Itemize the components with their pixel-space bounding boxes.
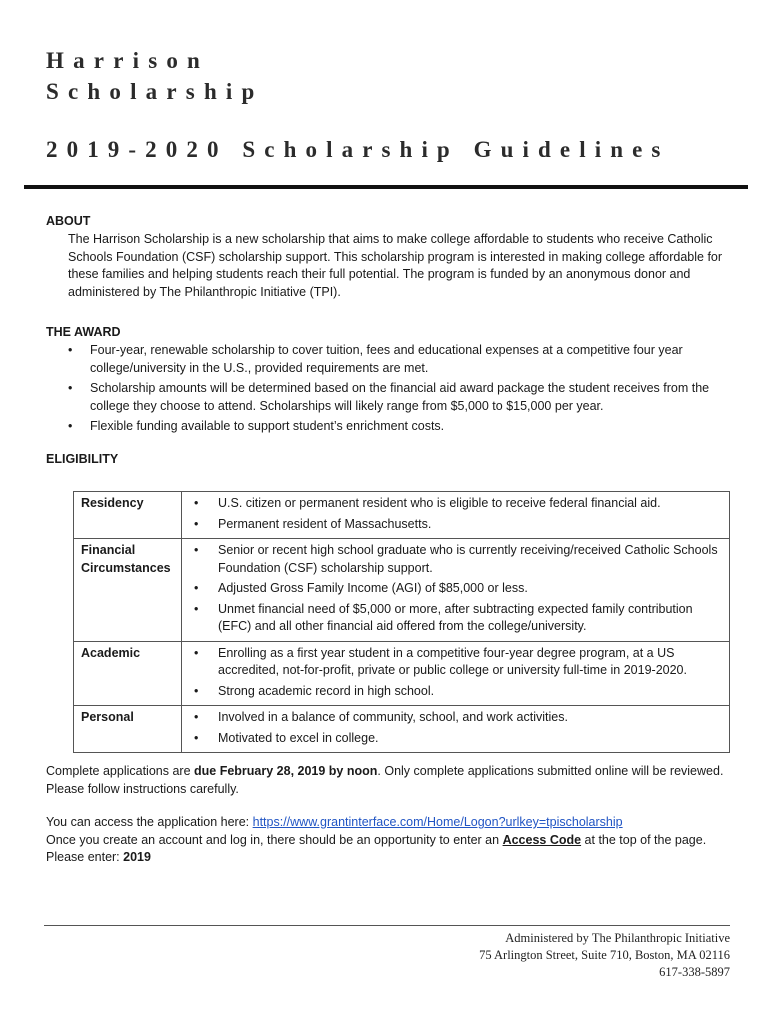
bullet-icon: •: [194, 645, 199, 660]
eligibility-table: [73, 491, 730, 753]
about-text: The Harrison Scholarship is a new scholarship that aims to make college affordable to students who receive Catholic Schools Foundation (CSF) scholarship support. This scholarship program is interested in making college affordable for these families and helping students reach their full potential. The program is funded by an anonymous donor and administered by The Philanthropic Initiative (TPI).: [68, 232, 723, 299]
criteria-text: Permanent resident of Massachusetts.: [218, 516, 432, 531]
category-cell: Academic: [74, 641, 182, 706]
award-list: [68, 342, 743, 439]
footer: [479, 930, 730, 981]
bullet-icon: •: [194, 710, 199, 724]
criteria-item: [186, 495, 725, 513]
award-item-text: Flexible funding available to support student’s enrichment costs.: [90, 419, 445, 433]
criteria-item: [186, 730, 725, 748]
guidelines-title: 2019-2020 Scholarship Guidelines: [46, 137, 670, 162]
award-item: [68, 342, 743, 377]
header-divider: [24, 185, 748, 189]
access-instructions: [46, 814, 736, 867]
bullet-icon: •: [194, 601, 199, 616]
criteria-cell: [182, 706, 730, 753]
category-cell: Personal: [74, 706, 182, 753]
criteria-cell: [182, 641, 730, 706]
bullet-icon: •: [68, 343, 73, 357]
bullet-icon: •: [194, 543, 199, 557]
access-line2-prefix: Once you create an account and log in, there should be an opportunity to enter an: [46, 832, 503, 847]
deadline-date: due February 28, 2019 by noon: [194, 764, 378, 778]
deadline-prefix: Complete applications are: [46, 764, 194, 778]
criteria-item: [186, 580, 725, 598]
bullet-icon: •: [194, 581, 199, 595]
criteria-item: [186, 516, 725, 534]
bullet-icon: •: [194, 683, 199, 698]
bullet-icon: •: [194, 516, 199, 531]
criteria-text: Strong academic record in high school.: [218, 683, 435, 698]
table-row: [74, 492, 730, 539]
criteria-item: [186, 645, 725, 680]
bullet-icon: •: [194, 496, 199, 510]
category-cell: Financial Circumstances: [74, 539, 182, 642]
table-row: [74, 641, 730, 706]
bullet-icon: •: [68, 381, 73, 395]
title-line-1: Harrison: [46, 48, 210, 73]
criteria-item: [186, 709, 725, 727]
criteria-item: [186, 683, 725, 701]
application-link[interactable]: https://www.grantinterface.com/Home/Logon?urlkey=tpischolarship: [252, 815, 623, 829]
footer-divider: [44, 925, 730, 926]
criteria-item: [186, 542, 725, 577]
criteria-text: U.S. citizen or permanent resident who is eligible to receive federal financial aid.: [218, 496, 661, 510]
deadline-text: [46, 763, 736, 798]
criteria-text: Involved in a balance of community, school, and work activities.: [218, 710, 568, 724]
criteria-text: Motivated to excel in college.: [218, 730, 379, 745]
bullet-icon: •: [68, 419, 73, 433]
access-code-label: Access Code: [502, 832, 582, 847]
criteria-cell: [182, 492, 730, 539]
criteria-text: Senior or recent high school graduate who is currently receiving/received Catholic Schools Foundation (CSF) scholarship support.: [218, 543, 718, 575]
criteria-text: Enrolling as a first year student in a competitive four-year degree program, at a US accredited, not-for-profit, private or public college or university full-time in 2019-2020.: [218, 645, 687, 677]
access-prefix: You can access the application here:: [46, 815, 253, 829]
footer-phone: 617-338-5897: [659, 965, 730, 979]
bullet-icon: •: [194, 730, 199, 745]
award-heading: THE AWARD: [46, 325, 121, 339]
footer-administrator: Administered by The Philanthropic Initiative: [505, 931, 730, 945]
award-item-text: Four-year, renewable scholarship to cover tuition, fees and educational expenses at a competitive four year college/university in the U.S., provided requirements are met.: [90, 343, 683, 375]
criteria-item: [186, 601, 725, 636]
table-row: [74, 706, 730, 753]
access-line2-mid: at the top of the page. Please enter:: [46, 832, 707, 864]
award-item: [68, 418, 743, 436]
category-cell: Residency: [74, 492, 182, 539]
access-code-value: 2019: [123, 850, 151, 864]
about-heading: ABOUT: [46, 214, 91, 228]
table-row: [74, 539, 730, 642]
footer-address: 75 Arlington Street, Suite 710, Boston, MA 02116: [479, 948, 730, 962]
eligibility-heading: ELIGIBILITY: [46, 452, 119, 466]
criteria-text: Adjusted Gross Family Income (AGI) of $85,000 or less.: [218, 581, 528, 595]
criteria-cell: [182, 539, 730, 642]
title-line-2: Scholarship: [46, 79, 264, 104]
criteria-text: Unmet financial need of $5,000 or more, after subtracting expected family contribution (EFC) and all other financial aid offered from the college/university.: [218, 601, 693, 633]
award-item-text: Scholarship amounts will be determined based on the financial aid award package the student receives from the college they choose to attend. Scholarships will likely range from $5,000 to $15,000 per year.: [90, 381, 710, 413]
award-item: [68, 380, 743, 415]
deadline-suffix: . Only complete applications submitted online will be reviewed. Please follow instructions carefully.: [46, 764, 724, 796]
